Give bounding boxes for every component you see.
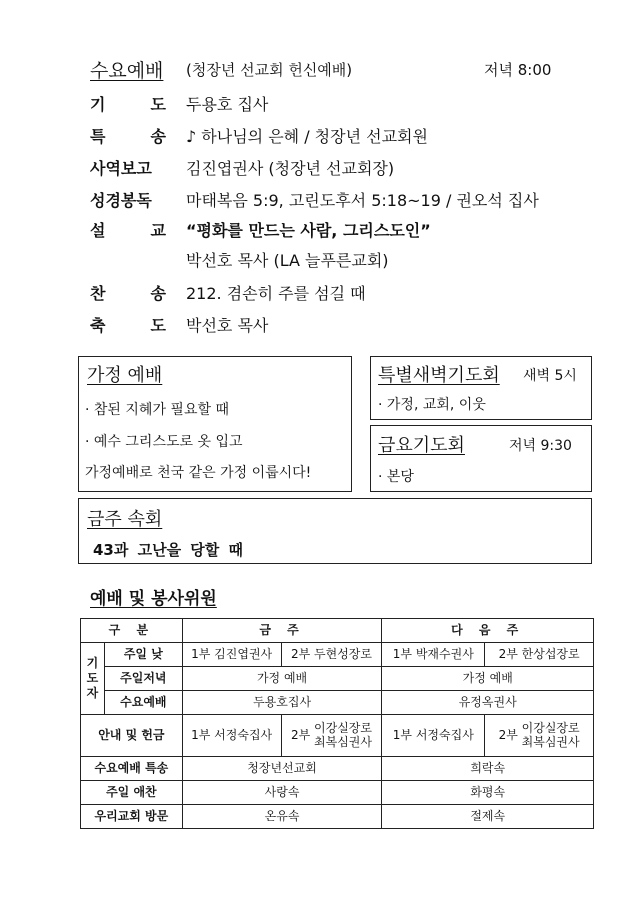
friday-prayer-box — [370, 425, 592, 492]
prayer-group-label: 기도자 — [81, 643, 105, 715]
row-label: 수요예배 — [104, 691, 182, 715]
program-row-hymn — [90, 281, 590, 307]
table-cell: 2부 두현성장로 — [281, 643, 382, 667]
program-value: 박선호 목사 — [186, 316, 269, 335]
program-value: ♪ 하나님의 은혜 / 청장년 선교회원 — [186, 127, 428, 146]
dawn-prayer-title: 특별새벽기도회 — [378, 365, 500, 386]
service-header — [90, 56, 570, 82]
table-cell: 2부 이강실장로 최복심권사 — [485, 715, 594, 757]
row-label: 주일 애찬 — [81, 781, 183, 805]
service-title: 수요예배 — [90, 60, 164, 82]
table-cell: 가정 예배 — [382, 667, 594, 691]
table-cell: 청장년선교회 — [182, 757, 382, 781]
program-label: 설 교 — [90, 221, 166, 240]
table-cell: 1부 박재수권사 — [382, 643, 485, 667]
table-cell: 2부 한상섭장로 — [485, 643, 594, 667]
dawn-prayer-box — [370, 356, 592, 420]
table-cell: 희락속 — [382, 757, 594, 781]
program-value: 김진엽권사 (청장년 선교회장) — [186, 159, 395, 178]
service-time: 저녁 8:00 — [484, 61, 552, 79]
friday-prayer-time: 저녁 9:30 — [509, 438, 572, 454]
table-row — [81, 715, 594, 757]
family-worship-line: · 예수 그리스도로 옷 입고 — [85, 434, 243, 450]
table-row — [81, 643, 594, 667]
row-label: 주일저녁 — [104, 667, 182, 691]
friday-prayer-place: · 본당 — [378, 469, 414, 485]
family-worship-line: 가정예배로 천국 같은 가정 이룹시다! — [85, 465, 312, 481]
table-cell: 절제속 — [382, 805, 594, 829]
table-row — [81, 667, 594, 691]
row-label: 안내 및 헌금 — [81, 715, 183, 757]
family-worship-box — [78, 356, 352, 492]
table-cell: 두용호집사 — [182, 691, 382, 715]
program-row-preacher — [90, 248, 590, 274]
table-cell: 사랑속 — [182, 781, 382, 805]
table-row — [81, 691, 594, 715]
table-cell: 2부 이강실장로 최복심권사 — [281, 715, 382, 757]
program-label: 특 송 — [90, 127, 166, 146]
staff-title: 예배 및 봉사위원 — [90, 589, 217, 609]
program-label: 찬 송 — [90, 284, 166, 303]
dawn-prayer-time: 새벽 5시 — [523, 368, 577, 384]
table-cell: 유정옥권사 — [382, 691, 594, 715]
cell-meeting-lesson: 43과 고난을 당할 때 — [93, 541, 243, 559]
dawn-prayer-place: · 가정, 교회, 이웃 — [378, 397, 486, 413]
staff-table — [80, 618, 594, 829]
program-value: 두용호 집사 — [186, 95, 269, 114]
table-row — [81, 805, 594, 829]
program-value: 212. 겸손히 주를 섬길 때 — [186, 284, 366, 303]
preacher-name: 박선호 목사 (LA 늘푸른교회) — [186, 251, 389, 270]
program-row-scripture — [90, 188, 590, 214]
program-label: 사역보고 — [90, 159, 152, 178]
table-row — [81, 757, 594, 781]
cell-meeting-title: 금주 속회 — [87, 509, 163, 530]
service-subtitle: (청장년 선교회 헌신예배) — [186, 61, 353, 79]
program-row-prayer — [90, 92, 590, 118]
program-label: 성경봉독 — [90, 191, 152, 210]
table-cell: 1부 서정숙집사 — [182, 715, 281, 757]
program-row-benediction — [90, 313, 590, 339]
header-category: 구 분 — [81, 619, 183, 643]
table-cell: 가정 예배 — [182, 667, 382, 691]
row-label: 우리교회 방문 — [81, 805, 183, 829]
program-row-sermon — [90, 218, 590, 244]
family-worship-title: 가정 예배 — [87, 365, 163, 386]
row-label: 주일 낮 — [104, 643, 182, 667]
header-this-week: 금 주 — [182, 619, 382, 643]
program-label: 축 도 — [90, 316, 166, 335]
table-cell: 1부 김진엽권사 — [182, 643, 281, 667]
program-row-special-song — [90, 124, 590, 150]
cell-meeting-box — [78, 498, 592, 564]
sermon-title: “평화를 만드는 사람, 그리스도인” — [186, 221, 431, 240]
friday-prayer-title: 금요기도회 — [378, 435, 465, 456]
row-label: 수요예배 특송 — [81, 757, 183, 781]
table-cell: 온유속 — [182, 805, 382, 829]
table-row — [81, 781, 594, 805]
header-next-week: 다 음 주 — [382, 619, 594, 643]
table-cell: 화평속 — [382, 781, 594, 805]
program-row-ministry-report — [90, 156, 590, 182]
table-cell: 1부 서정숙집사 — [382, 715, 485, 757]
family-worship-line: · 참된 지혜가 필요할 때 — [85, 402, 229, 418]
table-header-row — [81, 619, 594, 643]
program-value: 마태복음 5:9, 고린도후서 5:18~19 / 권오석 집사 — [186, 191, 539, 210]
program-label: 기 도 — [90, 95, 166, 114]
